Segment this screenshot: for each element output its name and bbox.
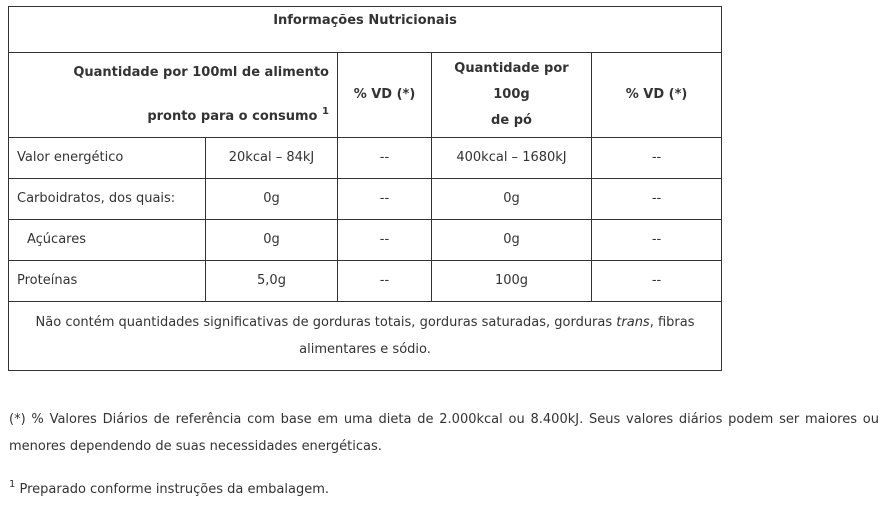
nutrient-name: Valor energético — [9, 138, 206, 179]
footnote-marker: 1 — [322, 106, 329, 117]
header-qty-100g-line1: Quantidade por 100g — [454, 61, 569, 102]
header-vd-1: % VD (*) — [338, 53, 432, 138]
nutrient-name: Proteínas — [9, 261, 206, 302]
nutrient-name: Açúcares — [9, 220, 206, 261]
vd-100ml: -- — [338, 261, 432, 302]
preparation-footnote: $^1$ Preparado conforme instruções da embalagem. — [9, 479, 329, 497]
header-qty-per-100g — [432, 53, 592, 138]
table-row — [9, 220, 722, 261]
footnote-marker: 1 — [9, 479, 16, 490]
header-qty-100ml-line2: pronto para o consumo — [147, 109, 318, 124]
vd-100g: -- — [592, 138, 722, 179]
vd-100ml: -- — [338, 220, 432, 261]
header-qty-100ml-line1: Quantidade por 100ml de alimento — [73, 65, 329, 80]
qty-100g: 100g — [432, 261, 592, 302]
nutrition-table — [8, 6, 722, 371]
header-qty-100g-line2: de pó — [491, 113, 532, 128]
table-row — [9, 179, 722, 220]
qty-100g: 0g — [432, 220, 592, 261]
qty-100ml: 0g — [206, 179, 338, 220]
table-title: Informações Nutricionais — [9, 7, 722, 53]
vd-100ml: -- — [338, 138, 432, 179]
nutrient-name: Carboidratos, dos quais: — [9, 179, 206, 220]
header-vd-2: % VD (*) — [592, 53, 722, 138]
qty-100ml: 20kcal – 84kJ — [206, 138, 338, 179]
vd-footnote: (*) % Valores Diários de referência com base em uma dieta de 2.000kcal ou 8.400kJ. Seus valores diários podem ser maiores ou menores dependendo de suas necessidades energéticas. — [9, 412, 879, 454]
table-row — [9, 261, 722, 302]
vd-100g: -- — [592, 179, 722, 220]
table-footer-note: Não contém quantidades significativas de gorduras totais, gorduras saturadas, gorduras trans, fibras alimentares e sódio. — [9, 302, 722, 371]
vd-100g: -- — [592, 220, 722, 261]
vd-100g: -- — [592, 261, 722, 302]
table-row — [9, 138, 722, 179]
qty-100g: 400kcal – 1680kJ — [432, 138, 592, 179]
trans-italic: trans — [616, 315, 650, 330]
qty-100ml: 0g — [206, 220, 338, 261]
qty-100ml: 5,0g — [206, 261, 338, 302]
qty-100g: 0g — [432, 179, 592, 220]
vd-100ml: -- — [338, 179, 432, 220]
header-qty-per-100ml — [9, 53, 338, 138]
